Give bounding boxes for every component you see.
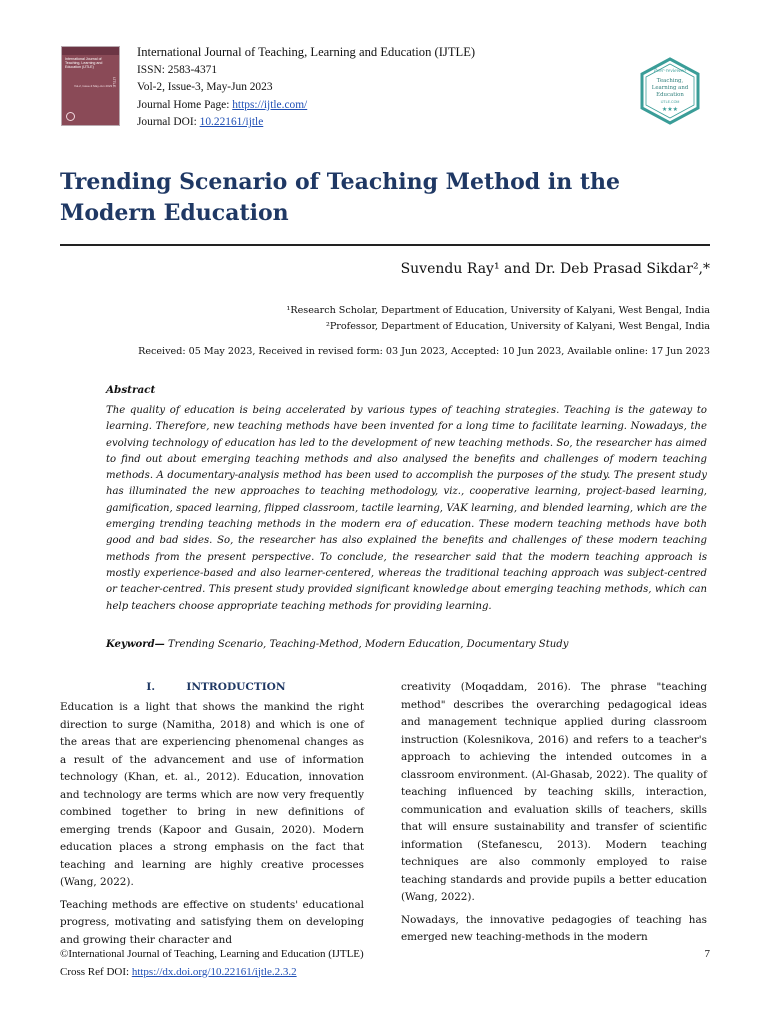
- keyword-list: Trending Scenario, Teaching-Method, Modern Education, Documentary Study: [164, 639, 569, 650]
- journal-issn: ISSN: 2583-4371: [137, 63, 218, 76]
- left-paragraph-1: Education is a light that shows the mankind the right direction to surge (Namitha, 2018) and which is one of the areas that are experiencing phenomenal changes as a result of the advancement and use of information technology (Khan, et. al., 2012). Education, innovation and technology are terms which are now very frequently combined together to bring in new definitions of emerging trends (Kapoor and Gusain, 2020). Modern education places a strong emphasis on the fact that teaching and learning are highly creative processes (Wang, 2022).: [60, 701, 364, 888]
- badge-line3: Education: [656, 92, 684, 98]
- badge-bottom-text: IJTLE.COM: [660, 100, 680, 104]
- affiliations: [287, 303, 710, 336]
- affiliation-2: ²Professor, Department of Education, University of Kalyani, West Bengal, India: [325, 321, 710, 333]
- body-left-column: [60, 699, 364, 954]
- article-dates: Received: 05 May 2023, Received in revised form: 03 Jun 2023, Accepted: 10 Jun 2023, Available online: 17 Jun 2023: [138, 346, 710, 357]
- section-title: INTRODUCTION: [186, 681, 286, 693]
- badge-line2: Learning and: [651, 85, 689, 91]
- affiliation-1: ¹Research Scholar, Department of Education, University of Kalyani, West Bengal, India: [286, 305, 710, 316]
- abstract-text: The quality of education is being accelerated by various types of teaching strategies. Teaching is the gateway to learning. Therefore, new teaching methods have been invented for a long time to facilitate learning. Nowadays, the evolving technology of education has led to the development of new teaching methods. So, the researcher has aimed to find out about emerging teaching methods and also analysed the benefits and challenges of modern teaching methods. A documentary-analysis method has been used to accomplish the purposes of the study. The present study has illuminated the new approaches to teaching methodology, viz., cooperative learning, project-based learning, gamification, spaced learning, flipped classroom, tactile learning, VAK learning, and blended learning, which are the emerging trending teaching methods in the modern era of education. These modern teaching methods have both good and bad sides. So, the researcher has also explained the benefits and challenges of these modern teaching methods from the present perspective. To conclude, the researcher said that the modern teaching approach is mostly experience-based and also learner-centered, whereas the traditional teaching approach was subject-centred or teacher-centred. This present study provided significant knowledge about emerging teaching methods, which can help teachers choose appropriate teaching methods for providing learning.: [106, 405, 707, 612]
- crossref-label: Cross Ref DOI:: [60, 965, 130, 978]
- badge-stars-icon: ★★★: [661, 106, 679, 113]
- homepage-link[interactable]: https://ijtle.com/: [232, 98, 308, 111]
- title-divider: [60, 244, 710, 246]
- abstract-heading: Abstract: [106, 384, 156, 396]
- badge-line1: Teaching,: [656, 78, 684, 84]
- journal-cover-thumbnail: [61, 46, 120, 126]
- page-number: 7: [704, 948, 710, 960]
- homepage-label: Journal Home Page:: [137, 98, 230, 111]
- journal-doi: [137, 114, 475, 132]
- badge-top-text: Peer-reviewed: [654, 69, 686, 74]
- page-footer: [60, 946, 710, 981]
- article-title: Trending Scenario of Teaching Method in the Modern Education: [60, 169, 621, 226]
- crossref-link[interactable]: https://dx.doi.org/10.22161/ijtle.2.3.2: [131, 965, 297, 978]
- section-number: I.: [146, 681, 156, 693]
- peer-reviewed-badge: [636, 57, 704, 125]
- keywords: [106, 639, 707, 650]
- section-heading: [60, 681, 372, 693]
- doi-label: Journal DOI:: [137, 116, 197, 129]
- right-paragraph-1: creativity (Moqaddam, 2016). The phrase "teaching method" describes the overarching pedagogical ideas and management technique applied during classroom instruction (Kolesnikova, 2016) and refers to a teacher's approach to achieving the intended outcomes in a classroom environment. (Al-Ghasab, 2022). The quality of teaching influenced by teaching skills, interaction, communication and evaluation skills of teachers, skills that will ensure sustainability and transfer of scientific information (Stefanescu, 2013). Modern teaching techniques are also commonly employed to raise teaching standards and provide pupils a better education (Wang, 2022).: [401, 681, 707, 903]
- journal-info: [137, 44, 475, 132]
- body-right-column: [401, 679, 707, 952]
- journal-homepage: [137, 97, 475, 115]
- left-paragraph-2: Teaching methods are effective on students' educational progress, motivating and satisfying them on developing and growing their character and: [60, 898, 364, 946]
- footer-crossref: [60, 964, 710, 982]
- right-paragraph-2: Nowadays, the innovative pedagogies of teaching has emerged new teaching-methods in the modern: [401, 913, 707, 943]
- cover-title: International Journal of Teaching, Learning and Education (IJTLE): [65, 57, 103, 70]
- journal-volume: Vol-2, Issue-3, May-Jun 2023: [137, 81, 273, 94]
- cover-strip: [62, 47, 119, 55]
- journal-name: International Journal of Teaching, Learning and Education (IJTLE): [137, 45, 476, 59]
- footer-copyright: ©International Journal of Teaching, Learning and Education (IJTLE): [60, 948, 364, 960]
- doi-link[interactable]: 10.22161/ijtle: [199, 116, 264, 129]
- cover-issue: Vol-2, Issue-3 May-Jun 2023: [74, 84, 113, 88]
- cover-seal-icon: [66, 112, 75, 121]
- keyword-label: Keyword—: [106, 639, 165, 650]
- article-authors: Suvendu Ray¹ and Dr. Deb Prasad Sikdar²,*: [400, 261, 710, 277]
- cover-side-text: IJTLE: [112, 77, 117, 88]
